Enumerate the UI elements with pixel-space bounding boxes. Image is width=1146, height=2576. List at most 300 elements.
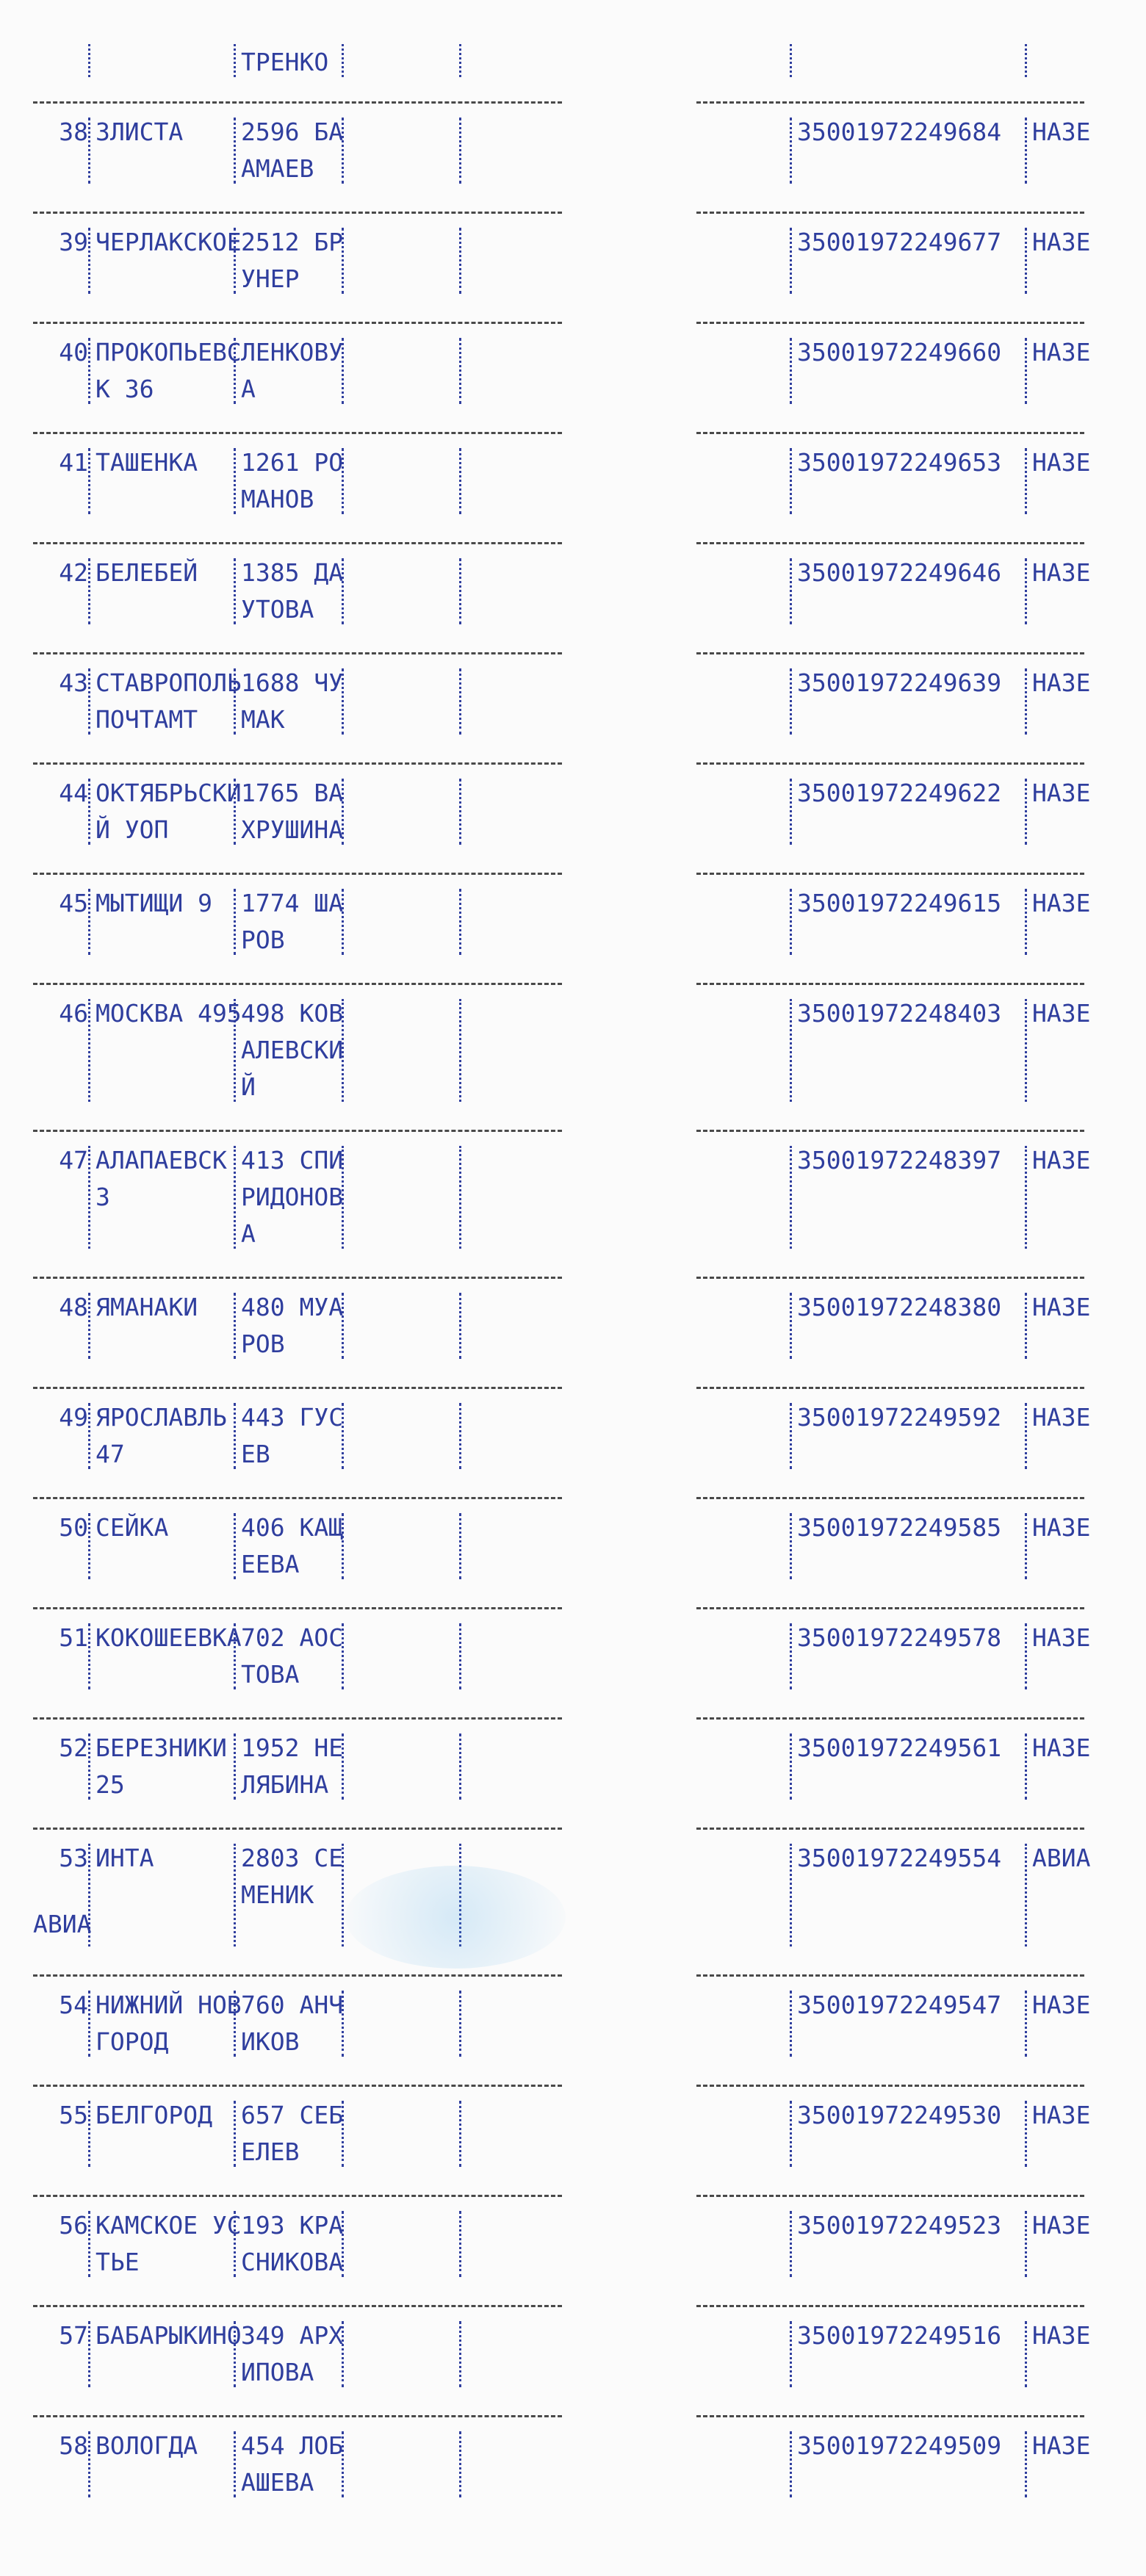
- table-row: [0, 316, 1146, 426]
- row-number: 51: [59, 1623, 88, 1652]
- column-separator: [234, 1513, 240, 1579]
- row-separator-line: [33, 1497, 562, 1499]
- recipient-name-line2: ЕВ: [241, 1440, 270, 1468]
- table-row: [0, 2079, 1146, 2189]
- row-separator-line: [33, 1717, 562, 1720]
- shipment-type: АВИА: [1032, 1844, 1091, 1872]
- tracking-number: 35001972249516: [797, 2321, 1002, 2350]
- recipient-name: 2803 СЕ: [241, 1844, 344, 1872]
- column-separator: [342, 1403, 348, 1469]
- row-separator-line: [696, 652, 1084, 654]
- column-separator: [790, 1733, 796, 1800]
- column-separator: [88, 1623, 95, 1689]
- destination-city: ЯРОСЛАВЛЬ: [96, 1403, 227, 1432]
- destination-city: БЕЛГОРОД: [96, 2101, 212, 2129]
- column-separator: [234, 779, 240, 845]
- column-separator: [459, 228, 466, 294]
- row-number: 53: [59, 1844, 88, 1872]
- recipient-name: 480 МУА: [241, 1293, 344, 1321]
- destination-city: ЗЛИСТА: [96, 118, 184, 146]
- column-separator: [790, 668, 796, 735]
- column-separator: [88, 1293, 95, 1359]
- column-separator: [790, 1403, 796, 1469]
- destination-city: БЕЛЕБЕЙ: [96, 558, 198, 587]
- destination-city: БАБАРЫКИНО: [96, 2321, 242, 2350]
- column-separator: [88, 1403, 95, 1469]
- destination-city: ОКТЯБРЬСКИ: [96, 779, 242, 807]
- row-separator-line: [696, 101, 1084, 104]
- destination-city: ЧЕРЛАКСКОЕ: [96, 228, 242, 256]
- row-separator-line: [33, 2195, 562, 2197]
- column-separator: [234, 448, 240, 514]
- column-separator: [1025, 668, 1031, 735]
- row-separator-line: [33, 1387, 562, 1389]
- row-number: 47: [59, 1146, 88, 1175]
- table-row: [0, 1711, 1146, 1822]
- row-number: 42: [59, 558, 88, 587]
- column-separator: [790, 2431, 796, 2497]
- destination-city: НИЖНИЙ НОВ: [96, 1991, 242, 2019]
- column-separator: [459, 2321, 466, 2387]
- column-separator: [790, 1146, 796, 1249]
- recipient-name-line2: УТОВА: [241, 595, 314, 624]
- table-row: [0, 646, 1146, 757]
- table-row: [0, 1822, 1146, 1969]
- destination-city: ЯМАНАКИ: [96, 1293, 198, 1321]
- column-separator: [88, 1991, 95, 2057]
- recipient-name-line2: ЕЛЕВ: [241, 2137, 300, 2166]
- row-number: 41: [59, 448, 88, 477]
- table-row: [0, 426, 1146, 536]
- column-separator: [1025, 1623, 1031, 1689]
- destination-city: БЕРЕЗНИКИ: [96, 1733, 227, 1762]
- column-separator: [459, 338, 466, 404]
- column-separator: [342, 338, 348, 404]
- column-separator: [1025, 1293, 1031, 1359]
- tracking-number: 35001972249660: [797, 338, 1002, 367]
- destination-city: ТАШЕНКА: [96, 448, 198, 477]
- column-separator: [459, 1293, 466, 1359]
- recipient-name-line2: РОВ: [241, 1330, 285, 1358]
- column-separator: [88, 889, 95, 955]
- column-separator: [790, 118, 796, 184]
- recipient-name-line2: МЕНИК: [241, 1880, 314, 1909]
- row-number: 43: [59, 668, 88, 697]
- column-separator: [1025, 2321, 1031, 2387]
- tracking-number: 35001972249684: [797, 118, 1002, 146]
- row-separator-line: [696, 762, 1084, 765]
- row-separator-line: [696, 2085, 1084, 2087]
- column-separator: [1025, 889, 1031, 955]
- recipient-name-line2: УНЕР: [241, 264, 300, 293]
- recipient-name-line2: АЛЕВСКИ: [241, 1036, 344, 1064]
- destination-city: СТАВРОПОЛЬ: [96, 668, 242, 697]
- table-row: [0, 206, 1146, 316]
- column-separator: [342, 44, 348, 77]
- column-separator: [342, 1991, 348, 2057]
- column-separator: [459, 558, 466, 624]
- tracking-number: 35001972248403: [797, 999, 1002, 1028]
- column-separator: [88, 44, 95, 77]
- column-separator: [234, 2431, 240, 2497]
- shipment-type: НАЗЕ: [1032, 1733, 1091, 1762]
- column-separator: [790, 338, 796, 404]
- shipment-type: НАЗЕ: [1032, 779, 1091, 807]
- column-separator: [342, 999, 348, 1102]
- table-row: [0, 1491, 1146, 1601]
- column-separator: [1025, 999, 1031, 1102]
- column-separator: [1025, 1513, 1031, 1579]
- column-separator: [342, 558, 348, 624]
- column-separator: [790, 779, 796, 845]
- tracking-number: 35001972249554: [797, 1844, 1002, 1872]
- row-separator-line: [33, 1277, 562, 1279]
- column-separator: [88, 668, 95, 735]
- row-separator-line: [33, 983, 562, 985]
- column-separator: [459, 779, 466, 845]
- column-separator: [459, 1733, 466, 1800]
- column-separator: [88, 999, 95, 1102]
- shipment-type: НАЗЕ: [1032, 1403, 1091, 1432]
- column-separator: [234, 1844, 240, 1947]
- column-separator: [790, 1991, 796, 2057]
- table-row: [0, 536, 1146, 646]
- column-separator: [342, 2211, 348, 2277]
- column-separator: [459, 1513, 466, 1579]
- column-separator: [1025, 2211, 1031, 2277]
- destination-city-line2: 25: [96, 1770, 125, 1799]
- tracking-number: 35001972249653: [797, 448, 1002, 477]
- column-separator: [234, 1403, 240, 1469]
- table-row: [0, 977, 1146, 1124]
- row-separator-line: [33, 542, 562, 544]
- recipient-name-line2: ЛЯБИНА: [241, 1770, 329, 1799]
- column-separator: [234, 668, 240, 735]
- row-separator-line: [33, 322, 562, 324]
- column-separator: [342, 228, 348, 294]
- recipient-name-line3: А: [241, 1219, 256, 1248]
- row-separator-line: [33, 762, 562, 765]
- column-separator: [234, 1623, 240, 1689]
- tracking-number: 35001972249592: [797, 1403, 1002, 1432]
- column-separator: [1025, 1991, 1031, 2057]
- column-separator: [234, 2211, 240, 2277]
- column-separator: [234, 44, 240, 77]
- recipient-name-line2: ИПОВА: [241, 2358, 314, 2386]
- row-separator-line: [33, 432, 562, 434]
- column-separator: [234, 1293, 240, 1359]
- column-separator: [234, 558, 240, 624]
- row-separator-line: [696, 2415, 1084, 2417]
- recipient-name-line2: ЕЕВА: [241, 1550, 300, 1579]
- column-separator: [790, 448, 796, 514]
- row-separator-line: [696, 2195, 1084, 2197]
- row-number: 39: [59, 228, 88, 256]
- column-separator: [88, 2211, 95, 2277]
- column-separator: [88, 1513, 95, 1579]
- row-number: 52: [59, 1733, 88, 1762]
- header-name-cell: ТРЕНКО: [241, 48, 329, 76]
- recipient-name: 1952 НЕ: [241, 1733, 344, 1762]
- column-separator: [234, 118, 240, 184]
- recipient-name-line2: А: [241, 375, 256, 403]
- recipient-name: 1774 ША: [241, 889, 344, 917]
- row-number: 40: [59, 338, 88, 367]
- recipient-name: 702 АОС: [241, 1623, 344, 1652]
- column-separator: [234, 999, 240, 1102]
- row-number: 54: [59, 1991, 88, 2019]
- shipment-type: НАЗЕ: [1032, 1293, 1091, 1321]
- recipient-name: 454 ЛОБ: [241, 2431, 344, 2460]
- shipment-type: НАЗЕ: [1032, 668, 1091, 697]
- table-row: [0, 757, 1146, 867]
- row-number: 45: [59, 889, 88, 917]
- column-separator: [342, 448, 348, 514]
- column-separator: [1025, 1146, 1031, 1249]
- column-separator: [790, 1844, 796, 1947]
- column-separator: [1025, 1403, 1031, 1469]
- tracking-number: 35001972249523: [797, 2211, 1002, 2240]
- recipient-name-line2: АМАЕВ: [241, 154, 314, 183]
- column-separator: [342, 779, 348, 845]
- row-separator-line: [33, 2305, 562, 2307]
- column-separator: [790, 228, 796, 294]
- row-separator-line: [696, 322, 1084, 324]
- column-separator: [342, 1733, 348, 1800]
- table-row: [0, 2409, 1146, 2519]
- tracking-number: 35001972249585: [797, 1513, 1002, 1542]
- tracking-number: 35001972249622: [797, 779, 1002, 807]
- column-separator: [1025, 1733, 1031, 1800]
- column-separator: [88, 118, 95, 184]
- shipment-type: НАЗЕ: [1032, 2101, 1091, 2129]
- shipment-type: НАЗЕ: [1032, 448, 1091, 477]
- column-separator: [342, 1146, 348, 1249]
- recipient-name-line2: РОВ: [241, 926, 285, 954]
- shipment-type-note: АВИА: [33, 1910, 92, 1938]
- destination-city-line2: 3: [96, 1183, 110, 1211]
- table-row: [0, 1124, 1146, 1271]
- recipient-name: 1385 ДА: [241, 558, 344, 587]
- column-separator: [790, 558, 796, 624]
- column-separator: [342, 2321, 348, 2387]
- table-row: [0, 1969, 1146, 2079]
- tracking-number: 35001972249646: [797, 558, 1002, 587]
- column-separator: [88, 338, 95, 404]
- tracking-number: 35001972249677: [797, 228, 1002, 256]
- recipient-name: 413 СПИ: [241, 1146, 344, 1175]
- destination-city: КАМСКОЕ УС: [96, 2211, 242, 2240]
- column-separator: [342, 668, 348, 735]
- column-separator: [234, 338, 240, 404]
- column-separator: [459, 1403, 466, 1469]
- recipient-name-line2: ТОВА: [241, 1660, 300, 1689]
- row-number: 38: [59, 118, 88, 146]
- column-separator: [342, 1844, 348, 1947]
- recipient-name: 1261 РО: [241, 448, 344, 477]
- column-separator: [790, 2321, 796, 2387]
- row-number: 56: [59, 2211, 88, 2240]
- row-separator-line: [33, 101, 562, 104]
- recipient-name-line3: Й: [241, 1072, 256, 1101]
- row-separator-line: [696, 1387, 1084, 1389]
- column-separator: [1025, 228, 1031, 294]
- shipment-type: НАЗЕ: [1032, 999, 1091, 1028]
- column-separator: [234, 1991, 240, 2057]
- row-number: 46: [59, 999, 88, 1028]
- column-separator: [342, 1513, 348, 1579]
- column-separator: [459, 1991, 466, 2057]
- destination-city-line2: ГОРОД: [96, 2027, 169, 2056]
- row-separator-line: [696, 1130, 1084, 1132]
- row-separator-line: [33, 873, 562, 875]
- column-separator: [790, 999, 796, 1102]
- shipment-type: НАЗЕ: [1032, 1623, 1091, 1652]
- column-separator: [790, 1513, 796, 1579]
- destination-city: ИНТА: [96, 1844, 154, 1872]
- destination-city: ПРОКОПЬЕВС: [96, 338, 242, 367]
- column-separator: [234, 889, 240, 955]
- tracking-number: 35001972249530: [797, 2101, 1002, 2129]
- row-number: 49: [59, 1403, 88, 1432]
- column-separator: [459, 448, 466, 514]
- row-separator-line: [696, 1828, 1084, 1830]
- tracking-number: 35001972249561: [797, 1733, 1002, 1762]
- column-separator: [88, 228, 95, 294]
- row-separator-line: [696, 432, 1084, 434]
- row-separator-line: [33, 1607, 562, 1609]
- destination-city-line2: Й УОП: [96, 815, 169, 844]
- row-separator-line: [33, 2415, 562, 2417]
- column-separator: [88, 2101, 95, 2167]
- shipment-type: НАЗЕ: [1032, 2431, 1091, 2460]
- column-separator: [1025, 118, 1031, 184]
- column-separator: [459, 1146, 466, 1249]
- recipient-name: 2596 БА: [241, 118, 344, 146]
- recipient-name-line2: ИКОВ: [241, 2027, 300, 2056]
- shipment-type: НАЗЕ: [1032, 558, 1091, 587]
- column-separator: [234, 2101, 240, 2167]
- column-separator: [790, 1623, 796, 1689]
- column-separator: [1025, 2101, 1031, 2167]
- row-separator-line: [33, 2085, 562, 2087]
- row-separator-line: [696, 983, 1084, 985]
- column-separator: [342, 889, 348, 955]
- column-separator: [1025, 1844, 1031, 1947]
- destination-city-line2: 47: [96, 1440, 125, 1468]
- table-row: [0, 95, 1146, 206]
- shipment-type: НАЗЕ: [1032, 1146, 1091, 1175]
- recipient-name: 443 ГУС: [241, 1403, 344, 1432]
- tracking-number: 35001972249547: [797, 1991, 1002, 2019]
- recipient-name: 1688 ЧУ: [241, 668, 344, 697]
- table-row: [0, 2299, 1146, 2409]
- row-separator-line: [33, 1828, 562, 1830]
- recipient-name: 406 КАЩ: [241, 1513, 344, 1542]
- recipient-name-line2: РИДОНОВ: [241, 1183, 344, 1211]
- recipient-name: 657 СЕБ: [241, 2101, 344, 2129]
- column-separator: [1025, 779, 1031, 845]
- table-row: [0, 1601, 1146, 1711]
- recipient-name: 2512 БР: [241, 228, 344, 256]
- column-separator: [1025, 2431, 1031, 2497]
- column-separator: [1025, 558, 1031, 624]
- column-separator: [790, 1293, 796, 1359]
- column-separator: [88, 2321, 95, 2387]
- destination-city-line2: ПОЧТАМТ: [96, 705, 198, 734]
- row-separator-line: [696, 1607, 1084, 1609]
- column-separator: [342, 1293, 348, 1359]
- recipient-name-line2: МАНОВ: [241, 485, 314, 513]
- column-separator: [88, 558, 95, 624]
- shipment-type: НАЗЕ: [1032, 118, 1091, 146]
- column-separator: [790, 2101, 796, 2167]
- recipient-name: ЛЕНКОВУ: [241, 338, 344, 367]
- row-separator-line: [696, 1717, 1084, 1720]
- shipment-type: НАЗЕ: [1032, 1513, 1091, 1542]
- column-separator: [88, 779, 95, 845]
- column-separator: [88, 2431, 95, 2497]
- column-separator: [342, 2431, 348, 2497]
- row-separator-line: [33, 212, 562, 214]
- column-separator: [1025, 448, 1031, 514]
- column-separator: [342, 2101, 348, 2167]
- row-number: 44: [59, 779, 88, 807]
- row-separator-line: [33, 652, 562, 654]
- recipient-name: 349 АРХ: [241, 2321, 344, 2350]
- column-separator: [459, 2101, 466, 2167]
- row-separator-line: [696, 1974, 1084, 1977]
- shipment-type: НАЗЕ: [1032, 889, 1091, 917]
- table-row: [0, 1381, 1146, 1491]
- column-separator: [459, 2431, 466, 2497]
- column-separator: [790, 889, 796, 955]
- row-separator-line: [696, 542, 1084, 544]
- recipient-name: 498 КОВ: [241, 999, 344, 1028]
- tracking-number: 35001972249639: [797, 668, 1002, 697]
- column-separator: [88, 448, 95, 514]
- column-separator: [459, 2211, 466, 2277]
- shipment-type: НАЗЕ: [1032, 2211, 1091, 2240]
- table-row: [0, 1271, 1146, 1381]
- tracking-number: 35001972248397: [797, 1146, 1002, 1175]
- column-separator: [459, 44, 466, 77]
- row-separator-line: [696, 212, 1084, 214]
- destination-city: ВОЛОГДА: [96, 2431, 198, 2460]
- shipment-type: НАЗЕ: [1032, 338, 1091, 367]
- row-number: 55: [59, 2101, 88, 2129]
- column-separator: [1025, 338, 1031, 404]
- recipient-name-line2: СНИКОВА: [241, 2248, 344, 2276]
- destination-city-line2: К 36: [96, 375, 154, 403]
- row-separator-line: [696, 1497, 1084, 1499]
- tracking-number: 35001972249615: [797, 889, 1002, 917]
- column-separator: [234, 2321, 240, 2387]
- destination-city: КОКОШЕЕВКА: [96, 1623, 242, 1652]
- row-number: 57: [59, 2321, 88, 2350]
- row-separator-line: [696, 2305, 1084, 2307]
- tracking-number: 35001972249578: [797, 1623, 1002, 1652]
- shipment-type: НАЗЕ: [1032, 1991, 1091, 2019]
- column-separator: [342, 1623, 348, 1689]
- row-separator-line: [33, 1974, 562, 1977]
- column-separator: [1025, 44, 1031, 77]
- row-separator-line: [696, 873, 1084, 875]
- column-separator: [459, 999, 466, 1102]
- column-separator: [790, 2211, 796, 2277]
- faint-stamp-mark: [345, 1866, 566, 1969]
- column-separator: [459, 1623, 466, 1689]
